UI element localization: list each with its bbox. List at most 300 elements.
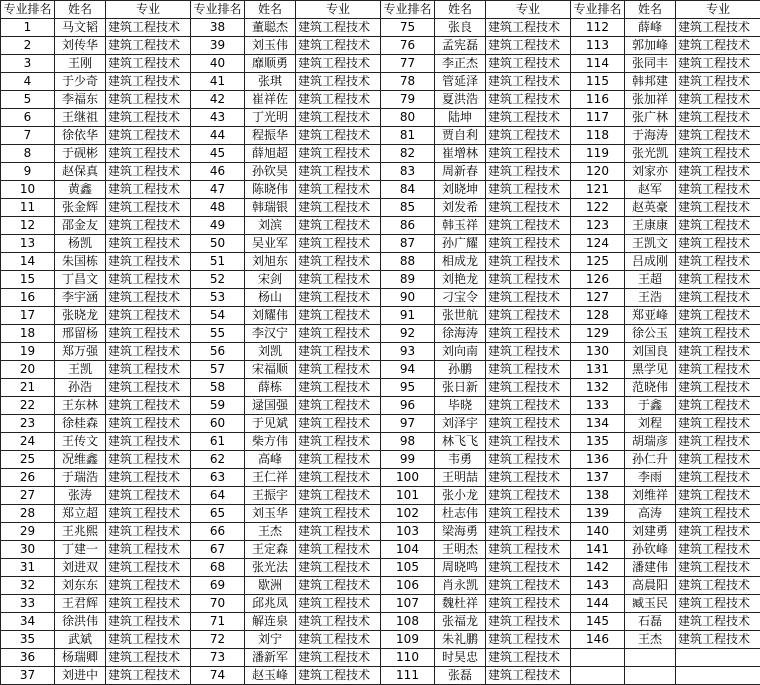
name-cell: 邢留杨 <box>55 325 106 343</box>
rank-cell <box>571 649 625 667</box>
major-cell: 建筑工程技术 <box>296 631 381 649</box>
major-cell: 建筑工程技术 <box>106 415 191 433</box>
name-cell: 刘发希 <box>435 199 486 217</box>
name-cell: 张良 <box>435 19 486 37</box>
major-cell: 建筑工程技术 <box>106 487 191 505</box>
major-cell: 建筑工程技术 <box>486 667 571 685</box>
major-cell: 建筑工程技术 <box>486 73 571 91</box>
name-cell: 刘维祥 <box>625 487 676 505</box>
name-cell: 刘耀伟 <box>245 307 296 325</box>
rank-cell: 97 <box>381 415 435 433</box>
major-cell: 建筑工程技术 <box>106 379 191 397</box>
name-cell: 李汉宁 <box>245 325 296 343</box>
rank-cell: 143 <box>571 577 625 595</box>
table-row <box>1 487 760 505</box>
rank-cell: 56 <box>191 343 245 361</box>
major-cell: 建筑工程技术 <box>296 325 381 343</box>
header-rank: 专业排名 <box>571 1 625 19</box>
rank-cell: 115 <box>571 73 625 91</box>
name-cell: 孙浩 <box>55 379 106 397</box>
rank-cell: 134 <box>571 415 625 433</box>
major-cell: 建筑工程技术 <box>676 145 760 163</box>
major-cell: 建筑工程技术 <box>106 343 191 361</box>
rank-cell: 78 <box>381 73 435 91</box>
rank-cell: 42 <box>191 91 245 109</box>
name-cell: 歇洲 <box>245 577 296 595</box>
header-rank: 专业排名 <box>1 1 55 19</box>
rank-cell: 18 <box>1 325 55 343</box>
name-cell: 王继祖 <box>55 109 106 127</box>
name-cell: 张福龙 <box>435 613 486 631</box>
major-cell: 建筑工程技术 <box>676 361 760 379</box>
rank-cell: 101 <box>381 487 435 505</box>
major-cell: 建筑工程技术 <box>296 199 381 217</box>
major-cell: 建筑工程技术 <box>486 19 571 37</box>
major-cell: 建筑工程技术 <box>486 127 571 145</box>
name-cell: 刘进双 <box>55 559 106 577</box>
name-cell: 王君辉 <box>55 595 106 613</box>
name-cell: 陆坤 <box>435 109 486 127</box>
header-major: 专业 <box>676 1 760 19</box>
name-cell: 周新春 <box>435 163 486 181</box>
major-cell: 建筑工程技术 <box>106 253 191 271</box>
name-cell: 徐海涛 <box>435 325 486 343</box>
name-cell: 薛峰 <box>625 19 676 37</box>
name-cell: 梁海勇 <box>435 523 486 541</box>
rank-cell: 100 <box>381 469 435 487</box>
rank-cell: 3 <box>1 55 55 73</box>
rank-cell: 40 <box>191 55 245 73</box>
name-cell: 张琪 <box>245 73 296 91</box>
name-cell: 于砚彬 <box>55 145 106 163</box>
name-cell: 宋剑 <box>245 271 296 289</box>
name-cell: 潘新军 <box>245 649 296 667</box>
table-row <box>1 433 760 451</box>
major-cell: 建筑工程技术 <box>296 19 381 37</box>
rank-cell: 122 <box>571 199 625 217</box>
name-cell: 程振华 <box>245 127 296 145</box>
name-cell: 王浩 <box>625 289 676 307</box>
major-cell: 建筑工程技术 <box>106 649 191 667</box>
name-cell: 张小龙 <box>435 487 486 505</box>
name-cell: 杨凯 <box>55 235 106 253</box>
major-cell: 建筑工程技术 <box>106 163 191 181</box>
rank-cell: 106 <box>381 577 435 595</box>
major-cell: 建筑工程技术 <box>296 91 381 109</box>
name-cell: 刘玉华 <box>245 505 296 523</box>
rank-cell: 72 <box>191 631 245 649</box>
name-cell: 邱兆凤 <box>245 595 296 613</box>
rank-cell: 85 <box>381 199 435 217</box>
name-cell: 李正杰 <box>435 55 486 73</box>
major-cell: 建筑工程技术 <box>296 613 381 631</box>
major-cell: 建筑工程技术 <box>486 613 571 631</box>
name-cell: 朱礼鹏 <box>435 631 486 649</box>
rank-cell: 14 <box>1 253 55 271</box>
major-cell: 建筑工程技术 <box>296 559 381 577</box>
header-row <box>1 1 760 19</box>
rank-cell: 45 <box>191 145 245 163</box>
name-cell: 于见斌 <box>245 415 296 433</box>
rank-cell: 98 <box>381 433 435 451</box>
header-name: 姓名 <box>435 1 486 19</box>
rank-cell: 77 <box>381 55 435 73</box>
rank-cell <box>571 667 625 685</box>
table-row <box>1 649 760 667</box>
major-cell: 建筑工程技术 <box>486 325 571 343</box>
major-cell: 建筑工程技术 <box>106 271 191 289</box>
rank-cell: 144 <box>571 595 625 613</box>
major-cell: 建筑工程技术 <box>296 667 381 685</box>
table-row <box>1 271 760 289</box>
name-cell: 潘建伟 <box>625 559 676 577</box>
rank-cell: 20 <box>1 361 55 379</box>
major-cell: 建筑工程技术 <box>676 487 760 505</box>
major-cell: 建筑工程技术 <box>676 127 760 145</box>
name-cell: 柴方伟 <box>245 433 296 451</box>
major-cell: 建筑工程技术 <box>296 37 381 55</box>
name-cell: 刘向南 <box>435 343 486 361</box>
major-cell: 建筑工程技术 <box>676 325 760 343</box>
rank-cell: 22 <box>1 397 55 415</box>
name-cell: 杨瑞卿 <box>55 649 106 667</box>
name-cell: 黄鑫 <box>55 181 106 199</box>
major-cell: 建筑工程技术 <box>296 577 381 595</box>
name-cell: 贾自利 <box>435 127 486 145</box>
header-name: 姓名 <box>625 1 676 19</box>
header-rank: 专业排名 <box>191 1 245 19</box>
major-cell: 建筑工程技术 <box>106 91 191 109</box>
name-cell: 毕晓 <box>435 397 486 415</box>
rank-cell: 81 <box>381 127 435 145</box>
name-cell: 李雨 <box>625 469 676 487</box>
table-row <box>1 127 760 145</box>
table-row <box>1 505 760 523</box>
major-cell: 建筑工程技术 <box>676 181 760 199</box>
rank-cell: 4 <box>1 73 55 91</box>
name-cell: 张金辉 <box>55 199 106 217</box>
name-cell: 王超 <box>625 271 676 289</box>
major-cell: 建筑工程技术 <box>486 361 571 379</box>
name-cell: 张晓龙 <box>55 307 106 325</box>
rank-cell: 135 <box>571 433 625 451</box>
major-cell: 建筑工程技术 <box>106 289 191 307</box>
major-cell: 建筑工程技术 <box>106 19 191 37</box>
major-cell: 建筑工程技术 <box>486 253 571 271</box>
rank-cell: 31 <box>1 559 55 577</box>
table-row <box>1 577 760 595</box>
major-cell: 建筑工程技术 <box>676 343 760 361</box>
name-cell: 臧玉民 <box>625 595 676 613</box>
major-cell: 建筑工程技术 <box>106 595 191 613</box>
major-cell: 建筑工程技术 <box>296 73 381 91</box>
name-cell: 王杰 <box>245 523 296 541</box>
header-rank: 专业排名 <box>381 1 435 19</box>
rank-cell: 96 <box>381 397 435 415</box>
table-row <box>1 379 760 397</box>
name-cell: 解连泉 <box>245 613 296 631</box>
rank-cell: 9 <box>1 163 55 181</box>
rank-cell: 138 <box>571 487 625 505</box>
name-cell: 管延泽 <box>435 73 486 91</box>
table-row <box>1 37 760 55</box>
table-row <box>1 325 760 343</box>
major-cell: 建筑工程技术 <box>676 523 760 541</box>
rank-cell: 19 <box>1 343 55 361</box>
name-cell: 孙广耀 <box>435 235 486 253</box>
name-cell: 徐依华 <box>55 127 106 145</box>
major-cell: 建筑工程技术 <box>676 613 760 631</box>
rank-cell: 65 <box>191 505 245 523</box>
major-cell: 建筑工程技术 <box>106 451 191 469</box>
name-cell: 丁建一 <box>55 541 106 559</box>
major-cell: 建筑工程技术 <box>486 541 571 559</box>
major-cell: 建筑工程技术 <box>296 469 381 487</box>
major-cell: 建筑工程技术 <box>296 163 381 181</box>
major-cell: 建筑工程技术 <box>486 379 571 397</box>
major-cell: 建筑工程技术 <box>676 379 760 397</box>
rank-cell: 57 <box>191 361 245 379</box>
rank-cell: 30 <box>1 541 55 559</box>
rank-cell: 107 <box>381 595 435 613</box>
rank-cell: 140 <box>571 523 625 541</box>
name-cell: 丁光明 <box>245 109 296 127</box>
rank-cell: 105 <box>381 559 435 577</box>
major-cell: 建筑工程技术 <box>486 289 571 307</box>
rank-cell: 146 <box>571 631 625 649</box>
name-cell: 周晓鸣 <box>435 559 486 577</box>
name-cell: 刘滨 <box>245 217 296 235</box>
rank-cell: 121 <box>571 181 625 199</box>
table-row <box>1 595 760 613</box>
major-cell: 建筑工程技术 <box>676 631 760 649</box>
rank-cell: 53 <box>191 289 245 307</box>
name-cell: 刘传华 <box>55 37 106 55</box>
name-cell: 刘家亦 <box>625 163 676 181</box>
major-cell: 建筑工程技术 <box>106 127 191 145</box>
rank-cell: 67 <box>191 541 245 559</box>
major-cell: 建筑工程技术 <box>676 235 760 253</box>
major-cell: 建筑工程技术 <box>486 181 571 199</box>
major-cell: 建筑工程技术 <box>676 91 760 109</box>
rank-cell: 64 <box>191 487 245 505</box>
name-cell: 韩玉祥 <box>435 217 486 235</box>
table-row <box>1 361 760 379</box>
major-cell: 建筑工程技术 <box>106 469 191 487</box>
rank-cell: 2 <box>1 37 55 55</box>
rank-cell: 94 <box>381 361 435 379</box>
major-cell: 建筑工程技术 <box>676 55 760 73</box>
name-cell: 宋福顺 <box>245 361 296 379</box>
rank-cell: 86 <box>381 217 435 235</box>
table-row <box>1 289 760 307</box>
name-cell: 郭加峰 <box>625 37 676 55</box>
rank-cell: 54 <box>191 307 245 325</box>
name-cell: 王东林 <box>55 397 106 415</box>
rank-cell: 91 <box>381 307 435 325</box>
major-cell: 建筑工程技术 <box>106 235 191 253</box>
name-cell: 王兆熙 <box>55 523 106 541</box>
major-cell: 建筑工程技术 <box>676 253 760 271</box>
rank-cell: 66 <box>191 523 245 541</box>
major-cell: 建筑工程技术 <box>486 433 571 451</box>
major-cell: 建筑工程技术 <box>296 289 381 307</box>
rank-cell: 131 <box>571 361 625 379</box>
name-cell: 于瑞浩 <box>55 469 106 487</box>
rank-cell: 71 <box>191 613 245 631</box>
rank-cell: 145 <box>571 613 625 631</box>
table-row <box>1 415 760 433</box>
name-cell: 刘晓坤 <box>435 181 486 199</box>
rank-cell: 63 <box>191 469 245 487</box>
name-cell: 王明喆 <box>435 469 486 487</box>
major-cell: 建筑工程技术 <box>486 487 571 505</box>
name-cell: 张光法 <box>245 559 296 577</box>
table-row <box>1 199 760 217</box>
name-cell: 张光凯 <box>625 145 676 163</box>
header-major: 专业 <box>106 1 191 19</box>
major-cell: 建筑工程技术 <box>296 541 381 559</box>
name-cell: 薛旭超 <box>245 145 296 163</box>
major-cell: 建筑工程技术 <box>676 415 760 433</box>
major-cell: 建筑工程技术 <box>296 145 381 163</box>
rank-cell: 111 <box>381 667 435 685</box>
rank-cell: 46 <box>191 163 245 181</box>
name-cell: 时昊忠 <box>435 649 486 667</box>
major-cell: 建筑工程技术 <box>486 397 571 415</box>
name-cell: 孙鹏 <box>435 361 486 379</box>
rank-cell: 88 <box>381 253 435 271</box>
rank-cell: 117 <box>571 109 625 127</box>
major-cell: 建筑工程技术 <box>676 73 760 91</box>
rank-cell: 49 <box>191 217 245 235</box>
major-cell <box>676 649 760 667</box>
rank-cell: 87 <box>381 235 435 253</box>
rank-cell: 29 <box>1 523 55 541</box>
table-row <box>1 469 760 487</box>
name-cell: 赵军 <box>625 181 676 199</box>
name-cell: 张广林 <box>625 109 676 127</box>
rank-cell: 39 <box>191 37 245 55</box>
major-cell: 建筑工程技术 <box>106 523 191 541</box>
name-cell: 陈晓伟 <box>245 181 296 199</box>
name-cell: 张同丰 <box>625 55 676 73</box>
name-cell: 韩邦建 <box>625 73 676 91</box>
name-cell: 王凯 <box>55 361 106 379</box>
name-cell: 刘建勇 <box>625 523 676 541</box>
major-cell: 建筑工程技术 <box>486 469 571 487</box>
table-row <box>1 217 760 235</box>
major-cell: 建筑工程技术 <box>296 595 381 613</box>
major-cell: 建筑工程技术 <box>296 451 381 469</box>
rank-cell: 25 <box>1 451 55 469</box>
header-major: 专业 <box>486 1 571 19</box>
rank-cell: 32 <box>1 577 55 595</box>
name-cell: 杨山 <box>245 289 296 307</box>
rank-cell: 142 <box>571 559 625 577</box>
name-cell: 徐洪伟 <box>55 613 106 631</box>
major-cell: 建筑工程技术 <box>106 109 191 127</box>
rank-cell: 126 <box>571 271 625 289</box>
rank-cell: 89 <box>381 271 435 289</box>
major-cell: 建筑工程技术 <box>486 271 571 289</box>
major-cell: 建筑工程技术 <box>486 217 571 235</box>
major-cell: 建筑工程技术 <box>296 397 381 415</box>
table-row <box>1 613 760 631</box>
rank-cell: 112 <box>571 19 625 37</box>
name-cell: 孙钦昊 <box>245 163 296 181</box>
table-row <box>1 253 760 271</box>
major-cell: 建筑工程技术 <box>676 37 760 55</box>
table-row <box>1 559 760 577</box>
rank-cell: 114 <box>571 55 625 73</box>
major-cell <box>676 667 760 685</box>
rank-cell: 15 <box>1 271 55 289</box>
name-cell: 李宇涵 <box>55 289 106 307</box>
major-cell: 建筑工程技术 <box>106 199 191 217</box>
name-cell: 黑学见 <box>625 361 676 379</box>
name-cell: 靡顺勇 <box>245 55 296 73</box>
rank-cell: 27 <box>1 487 55 505</box>
name-cell: 肖永凯 <box>435 577 486 595</box>
name-cell: 刘凯 <box>245 343 296 361</box>
name-cell: 徐公玉 <box>625 325 676 343</box>
name-cell: 王明杰 <box>435 541 486 559</box>
rank-cell: 11 <box>1 199 55 217</box>
major-cell: 建筑工程技术 <box>106 325 191 343</box>
major-cell: 建筑工程技术 <box>676 19 760 37</box>
rank-cell: 83 <box>381 163 435 181</box>
name-cell: 王仁祥 <box>245 469 296 487</box>
rank-cell: 17 <box>1 307 55 325</box>
rank-cell: 55 <box>191 325 245 343</box>
major-cell: 建筑工程技术 <box>106 361 191 379</box>
name-cell: 郑亚峰 <box>625 307 676 325</box>
name-cell: 杜志伟 <box>435 505 486 523</box>
major-cell: 建筑工程技术 <box>106 37 191 55</box>
name-cell: 于少奇 <box>55 73 106 91</box>
name-cell <box>625 667 676 685</box>
major-cell: 建筑工程技术 <box>106 631 191 649</box>
table-body <box>1 19 760 685</box>
table-row <box>1 667 760 685</box>
major-cell: 建筑工程技术 <box>106 577 191 595</box>
name-cell: 徐桂森 <box>55 415 106 433</box>
rank-cell: 76 <box>381 37 435 55</box>
rank-cell: 59 <box>191 397 245 415</box>
name-cell: 赵玉峰 <box>245 667 296 685</box>
rank-cell: 48 <box>191 199 245 217</box>
major-cell: 建筑工程技术 <box>296 487 381 505</box>
major-cell: 建筑工程技术 <box>296 523 381 541</box>
name-cell: 王凯文 <box>625 235 676 253</box>
major-cell: 建筑工程技术 <box>106 217 191 235</box>
major-cell: 建筑工程技术 <box>486 505 571 523</box>
rank-cell: 123 <box>571 217 625 235</box>
major-cell: 建筑工程技术 <box>486 307 571 325</box>
table-row <box>1 55 760 73</box>
rank-cell: 103 <box>381 523 435 541</box>
rank-cell: 10 <box>1 181 55 199</box>
table-row <box>1 19 760 37</box>
name-cell: 刘东东 <box>55 577 106 595</box>
major-cell: 建筑工程技术 <box>486 55 571 73</box>
major-cell: 建筑工程技术 <box>486 199 571 217</box>
rank-cell: 38 <box>191 19 245 37</box>
name-cell: 吕成刚 <box>625 253 676 271</box>
name-cell: 王杰 <box>625 631 676 649</box>
name-cell: 胡瑞彦 <box>625 433 676 451</box>
